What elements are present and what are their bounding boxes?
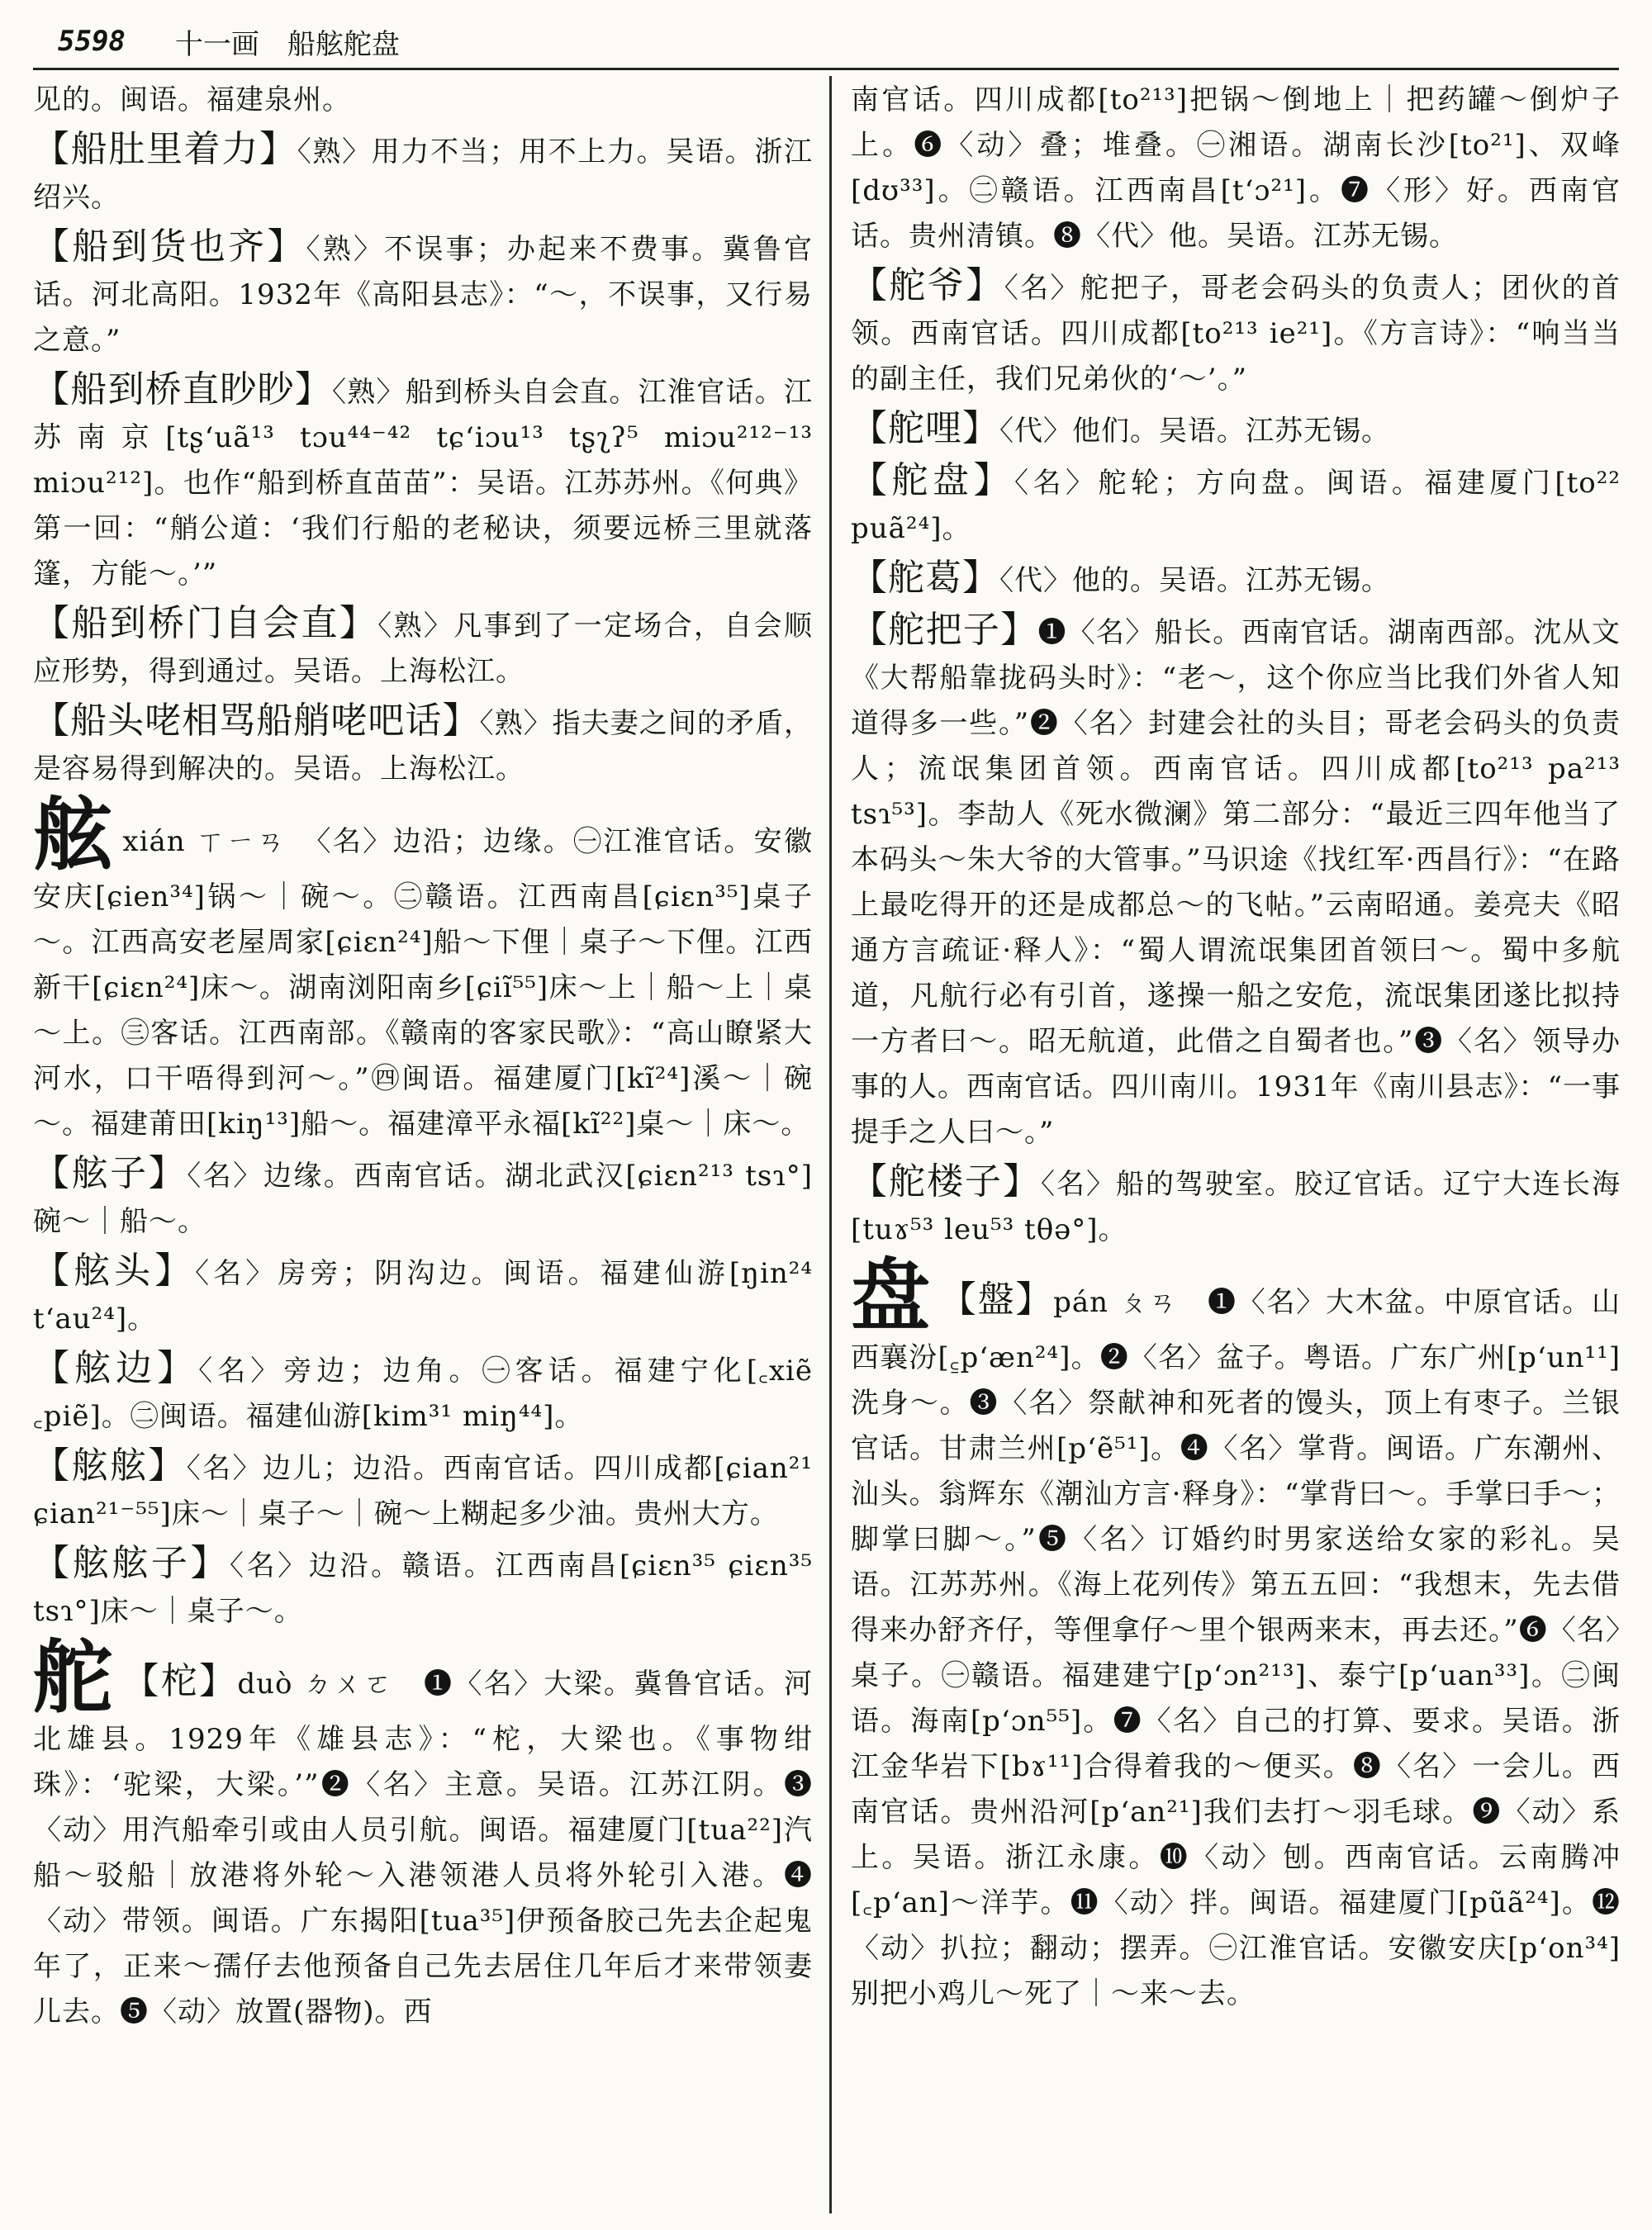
- headword: 舷头: [74, 1250, 155, 1292]
- entry-continuation: 南官话。四川成都[to²¹³]把锅～倒地上｜把药罐～倒炉子上。❻〈动〉叠；堆叠。㊀湘语。湖南长沙[to²¹]、双峰[dʊ³³]。㊁赣语。江西南昌[tʻɔ²¹]。❼〈形〉好。西南官话。贵州清镇。❽〈代〉他。吴语。江苏无锡。: [851, 83, 1621, 253]
- entry: 【船到货也齐】〈熟〉不误事；办起来不费事。冀鲁官话。河北高阳。1932年《高阳县志》：“～，不误事，又行易之意。”: [33, 225, 814, 357]
- headword: 舵爷: [889, 264, 966, 306]
- definition: 〈代〉他的。吴语。江苏无锡。: [999, 564, 1390, 597]
- section-title: 十一画 船舷舵盘: [174, 27, 400, 61]
- column-divider: [829, 76, 832, 2213]
- entry: 【舵楼子】〈名〉船的驾驶室。胶辽官话。辽宁大连长海[tuɤ⁵³ leu⁵³ tθə°]。: [851, 1160, 1621, 1246]
- entry: 【舷子】〈名〉边缘。西南官话。湖北武汉[ɕiɛn²¹³ tsɿ°]碗～｜船～。: [33, 1152, 814, 1238]
- entry: 【船头咾相骂船艄咾吧话】〈熟〉指夫妻之间的矛盾，是容易得到解决的。吴语。上海松江。: [33, 700, 814, 785]
- headword: 船到桥直眇眇: [70, 368, 295, 410]
- definition: 〈熟〉指夫妻之间的矛盾，是容易得到解决的。吴语。上海松江。: [33, 707, 814, 785]
- definition: 〈熟〉船到桥头自会直。江淮官话。江苏南京[tʂʻuã¹³ tɔu⁴⁴⁻⁴² tɕʻiɔu¹³ tʂʅʔ⁵ miɔu²¹²⁻¹³ miɔu²¹²]。也作“船到桥直苗苗”：吴语。江苏苏州。《何典》第一回：“艄公道：‘我们行船的老秘诀，须要远桥三里就落篷，方能～。’”: [33, 376, 813, 591]
- headword: 舵把子: [888, 609, 1001, 651]
- variant-character: 柁: [160, 1660, 200, 1702]
- definition: 〈名〉舵把子，哥老会码头的负责人；团伙的首领。西南官话。四川成都[to²¹³ ie²¹]。《方言诗》：“响当当的副主任，我们兄弟伙的‘～’。”: [851, 272, 1621, 396]
- entry: 【舵盘】〈名〉舵轮；方向盘。闽语。福建厦门[to²² puã²⁴]。: [851, 459, 1621, 545]
- headword: 舵葛: [888, 557, 962, 599]
- headword: 舵盘: [891, 459, 974, 501]
- entry: 【舵把子】❶〈名〉船长。西南官话。湖南西部。沈从文《大帮船靠拢码头时》：“老～，这个你应当比我们外省人知道得多一些。”❷〈名〉封建会社的头目；哥老会码头的负责人；流氓集团首领。西南官话。四川成都[to²¹³ pa²¹³ tsɿ⁵³]。李劼人《死水微澜》第二部分：“最近三四年他当了本码头～朱大爷的大管事。”马识途《找红军·西昌行》：“在路上最吃得开的还是成都总～的飞帖。”云南昭通。姜亮夫《昭通方言疏证·释人》：“蜀人谓流氓集团首领曰～。蜀中多航道，凡航行必有引首，遂操一船之安危，流氓集团遂比拟持一方者曰～。昭无航道，此借之自蜀者也。”❸〈名〉领导办事的人。西南官话。四川南川。1931年《南川县志》：“一事提手之人曰～。”: [851, 609, 1621, 1149]
- definition: 〈名〉旁边；边角。㊀客话。福建宁化[꜀xiẽ ꜀piẽ]。㊁闽语。福建仙游[kim³¹ miŋ⁴⁴]。: [33, 1355, 814, 1433]
- headword: 舷舷: [71, 1445, 149, 1487]
- entry: 【舷舷子】〈名〉边沿。赣语。江西南昌[ɕiɛn³⁵ ɕiɛn³⁵ tsɿ°]床～｜桌子～。: [33, 1542, 814, 1628]
- definition: xián ㄒㄧㄢ 〈名〉边沿；边缘。㊀江淮官话。安徽安庆[ɕien³⁴]锅～｜碗～。㊁赣语。江西南昌[ɕiɛn³⁵]桌子～。江西高安老屋周家[ɕiɛn²⁴]船～下俚｜桌子～下俚。江西新干[ɕiɛn²⁴]床～。湖南浏阳南乡[ɕiĩ⁵⁵]床～上｜船～上｜桌～上。㊂客话。江西南部。《赣南的客家民歌》：“高山瞭紧大河水，口干唔得到河～。”㊃闽语。福建厦门[kĩ²⁴]溪～｜碗～。福建莆田[kiŋ¹³]船～。福建漳平永福[kĩ²²]桌～｜床～。: [33, 825, 814, 1141]
- page-number: 5598: [58, 25, 126, 58]
- header-rule: [33, 68, 1619, 70]
- big-character: 盘: [851, 1249, 932, 1342]
- headword: 舷子: [71, 1152, 149, 1194]
- definition: 〈名〉边儿；边沿。西南官话。四川成都[ɕian²¹ ɕian²¹⁻⁵⁵]床～｜桌子～｜碗～上糊起多少油。贵州大方。: [33, 1452, 814, 1530]
- headword: 舵楼子: [889, 1160, 1003, 1203]
- entry: 【舵哩】〈代〉他们。吴语。江苏无锡。: [851, 407, 1390, 449]
- character-entry: [33, 788, 814, 1147]
- entry: 【舷舷】〈名〉边儿；边沿。西南官话。四川成都[ɕian²¹ ɕian²¹⁻⁵⁵]床～｜桌子～｜碗～上糊起多少油。贵州大方。: [33, 1445, 814, 1530]
- definition: 〈熟〉不误事；办起来不费事。冀鲁官话。河北高阳。1932年《高阳县志》：“～，不误事，又行易之意。”: [33, 233, 814, 357]
- entry: 【舵爷】〈名〉舵把子，哥老会码头的负责人；团伙的首领。西南官话。四川成都[to²¹³ ie²¹]。《方言诗》：“响当当的副主任，我们兄弟伙的‘～’。”: [851, 264, 1621, 396]
- definition: 〈名〉房旁；阴沟边。闽语。福建仙游[ŋin²⁴ tʻau²⁴]。: [33, 1257, 814, 1336]
- headword: 船头咾相骂船艄咾吧话: [70, 700, 443, 742]
- left-column: [33, 78, 813, 2038]
- entry: 【舵葛】〈代〉他的。吴语。江苏无锡。: [851, 557, 1390, 599]
- right-column: [851, 78, 1621, 2020]
- entry: 【舷边】〈名〉旁边；边角。㊀客话。福建宁化[꜀xiẽ ꜀piẽ]。㊁闽语。福建仙游[kim³¹ miŋ⁴⁴]。: [33, 1347, 814, 1433]
- definition: duò ㄉㄨㄛ ❶〈名〉大梁。冀鲁官话。河北雄县。1929年《雄县志》：“柁，大梁也。《事物绀珠》：‘驼梁，大梁。’”❷〈名〉主意。吴语。江苏江阴。❸〈动〉用汽船牵引或由人员引航。闽语。福建厦门[tua²²]汽船～驳船｜放港将外轮～入港领港人员将外轮引入港。❹〈动〉带领。闽语。广东揭阳[tua³⁵]伊预备胶己先去企起鬼年了，正来～孺仔去他预备自己先去居住几年后才来带领妻儿去。❺〈动〉放置(器物)。西: [33, 1668, 814, 2028]
- character-entry: 盘 【盤】pán ㄆㄢ ❶〈名〉大木盆。中原官话。山西襄汾[꜁pʻæn²⁴]。❷〈名〉盆子。粤语。广东广州[pʻun¹¹]洗身～。❸〈名〉祭献神和死者的馒头，顶上有枣子。兰银官话。甘肃兰州[pʻẽ⁵¹]。❹〈名〉掌背。闽语。广东潮州、汕头。翁辉东《潮汕方言·释身》：“掌背曰～。手掌曰手～；脚掌曰脚～。”❺〈名〉订婚约时男家送给女家的彩礼。吴语。江苏苏州。《海上花列传》第五五回：“我想末，先去借得来办舒齐仔，等俚拿仔～里个银两来末，再去还。”❻〈名〉桌子。㊀赣语。福建建宁[pʻɔn²¹³]、泰宁[pʻuan³³]。㊁闽语。海南[pʻɔn⁵⁵]。❼〈名〉自己的打算、要求。吴语。浙江金华岩下[bɤ¹¹]合得着我的～便买。❽〈名〉一会儿。西南官话。贵州沿河[pʻan²¹]我们去打～羽毛球。❾〈动〉系上。吴语。浙江永康。❿〈动〉刨。西南官话。云南腾冲[꜀pʻan]～洋芋。⓫〈动〉拌。闽语。福建厦门[pũã²⁴]。⓬〈动〉扒拉；翻动；摆弄。㊀江淮官话。安徽安庆[pʻon³⁴]别把小鸡儿～死了｜～来～去。: [851, 1249, 1621, 2010]
- headword: 船肚里着力: [70, 128, 260, 170]
- character-entry: 舵 【柁】duò ㄉㄨㄛ ❶〈名〉大梁。冀鲁官话。河北雄县。1929年《雄县志》：“柁，大梁也。《事物绀珠》：‘驼梁，大梁。’”❷〈名〉主意。吴语。江苏江阴。❸〈动〉用汽船牵引或由人员引航。闽语。福建厦门[tua²²]汽船～驳船｜放港将外轮～入港领港人员将外轮引入港。❹〈动〉带领。闽语。广东揭阳[tua³⁵]伊预备胶己先去企起鬼年了，正来～孺仔去他预备自己先去居住几年后才来带领妻儿去。❺〈动〉放置(器物)。西: [33, 1630, 814, 2028]
- entry-continuation: 见的。闽语。福建泉州。: [33, 83, 351, 116]
- page-header: [58, 18, 1602, 64]
- big-character: 舷: [33, 788, 115, 881]
- headword: 舵哩: [888, 407, 962, 449]
- definition: 〈熟〉凡事到了一定场合，自会顺应形势，得到通过。吴语。上海松江。: [33, 610, 814, 688]
- headword: 船到桥门自会直: [71, 602, 339, 644]
- entry: 【舷头】〈名〉房旁；阴沟边。闽语。福建仙游[ŋin²⁴ tʻau²⁴]。: [33, 1250, 814, 1336]
- big-character: 舵: [33, 1630, 115, 1724]
- definition: 〈名〉舵轮；方向盘。闽语。福建厦门[to²² puã²⁴]。: [851, 467, 1621, 545]
- variant-character: 盤: [977, 1279, 1016, 1321]
- entry: 【船到桥门自会直】〈熟〉凡事到了一定场合，自会顺应形势，得到通过。吴语。上海松江。: [33, 602, 814, 688]
- definition: 〈熟〉用力不当；用不上力。吴语。浙江绍兴。: [33, 135, 814, 214]
- headword: 舷舷子: [72, 1542, 191, 1584]
- headword: 舷边: [74, 1347, 158, 1389]
- definition: 〈代〉他们。吴语。江苏无锡。: [999, 415, 1390, 448]
- definition: pán ㄆㄢ ❶〈名〉大木盆。中原官话。山西襄汾[꜁pʻæn²⁴]。❷〈名〉盆子。粤语。广东广州[pʻun¹¹]洗身～。❸〈名〉祭献神和死者的馒头，顶上有枣子。兰银官话。甘肃兰州[pʻẽ⁵¹]。❹〈名〉掌背。闽语。广东潮州、汕头。翁辉东《潮汕方言·释身》：“掌背曰～。手掌曰手～；脚掌曰脚～。”❺〈名〉订婚约时男家送给女家的彩礼。吴语。江苏苏州。《海上花列传》第五五回：“我想末，先去借得来办舒齐仔，等俚拿仔～里个银两来末，再去还。”❻〈名〉桌子。㊀赣语。福建建宁[pʻɔn²¹³]、泰宁[pʻuan³³]。㊁闽语。海南[pʻɔn⁵⁵]。❼〈名〉自己的打算、要求。吴语。浙江金华岩下[bɤ¹¹]合得着我的～便买。❽〈名〉一会儿。西南官话。贵州沿河[pʻan²¹]我们去打～羽毛球。❾〈动〉系上。吴语。浙江永康。❿〈动〉刨。西南官话。云南腾冲[꜀pʻan]～洋芋。⓫〈动〉拌。闽语。福建厦门[pũã²⁴]。⓬〈动〉扒拉；翻动；摆弄。㊀江淮官话。安徽安庆[pʻon³⁴]别把小鸡儿～死了｜～来～去。: [851, 1286, 1621, 2010]
- definition: 〈名〉船的驾驶室。胶辽官话。辽宁大连长海[tuɤ⁵³ leu⁵³ tθə°]。: [851, 1168, 1621, 1246]
- definition: 〈名〉边缘。西南官话。湖北武汉[ɕiɛn²¹³ tsɿ°]碗～｜船～。: [33, 1160, 814, 1238]
- headword: 船到货也齐: [72, 225, 268, 268]
- definition: ❶〈名〉船长。西南官话。湖南西部。沈从文《大帮船靠拢码头时》：“老～，这个你应当比我们外省人知道得多一些。”❷〈名〉封建会社的头目；哥老会码头的负责人；流氓集团首领。西南官话。四川成都[to²¹³ pa²¹³ tsɿ⁵³]。李劼人《死水微澜》第二部分：“最近三四年他当了本码头～朱大爷的大管事。”马识途《找红军·西昌行》：“在路上最吃得开的还是成都总～的飞帖。”云南昭通。姜亮夫《昭通方言疏证·释人》：“蜀人谓流氓集团首领曰～。蜀中多航道，凡航行必有引首，遂操一船之安危，流氓集团遂比拟持一方者曰～。昭无航道，此借之自蜀者也。”❸〈名〉领导办事的人。西南官话。四川南川。1931年《南川县志》：“一事提手之人曰～。”: [851, 616, 1621, 1149]
- entry: 【船肚里着力】〈熟〉用力不当；用不上力。吴语。浙江绍兴。: [33, 128, 814, 214]
- definition: 〈名〉边沿。赣语。江西南昌[ɕiɛn³⁵ ɕiɛn³⁵ tsɿ°]床～｜桌子～。: [33, 1549, 814, 1628]
- entry: 【船到桥直眇眇】〈熟〉船到桥头自会直。江淮官话。江苏南京[tʂʻuã¹³ tɔu⁴⁴⁻⁴² tɕʻiɔu¹³ tʂʅʔ⁵ miɔu²¹²⁻¹³ miɔu²¹²]。也作“船到桥直苗苗”：吴语。江苏苏州。《何典》第一回：“艄公道：‘我们行船的老秘诀，须要远桥三里就落篷，方能～。’”: [33, 368, 813, 591]
